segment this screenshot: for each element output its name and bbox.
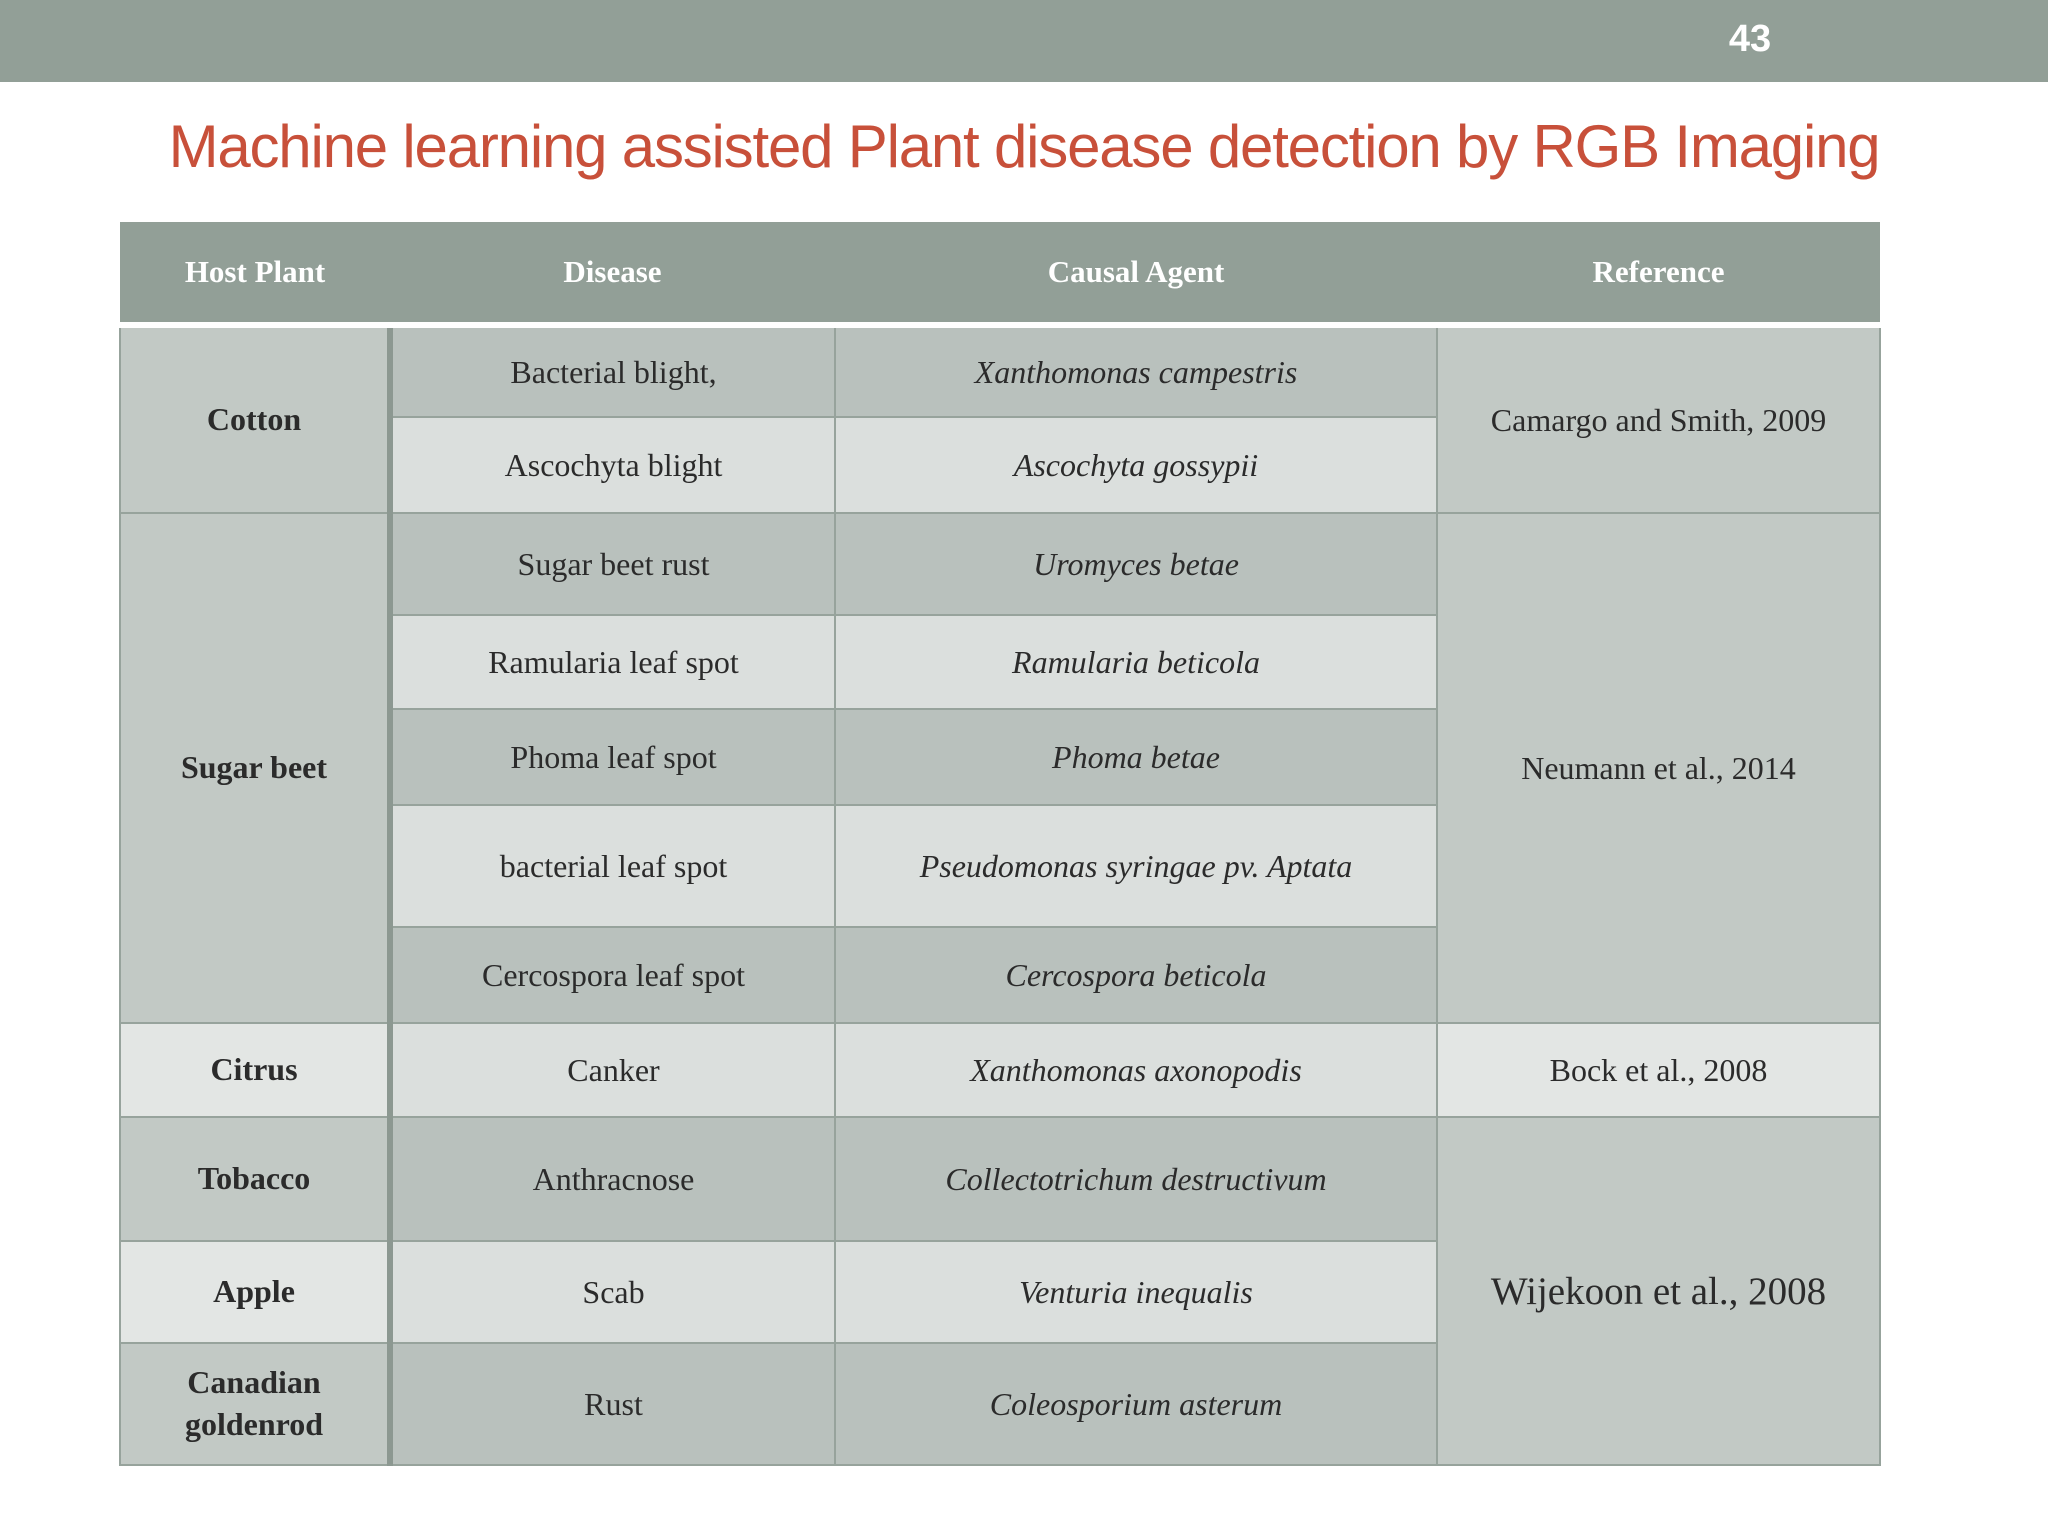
table-header-row xyxy=(120,222,1880,325)
host-cell: Apple xyxy=(120,1241,390,1343)
disease-cell: Phoma leaf spot xyxy=(390,709,835,805)
disease-cell: Scab xyxy=(390,1241,835,1343)
disease-cell: Ascochyta blight xyxy=(390,417,835,513)
slide-number: 43 xyxy=(1728,18,1772,60)
agent-cell: Uromyces betae xyxy=(835,513,1437,615)
reference-cell: Camargo and Smith, 2009 xyxy=(1437,325,1880,513)
agent-cell: Ascochyta gossypii xyxy=(835,417,1437,513)
agent-cell: Phoma betae xyxy=(835,709,1437,805)
agent-cell: Xanthomonas campestris xyxy=(835,325,1437,417)
agent-cell: Collectotrichum destructivum xyxy=(835,1117,1437,1241)
header-causal-agent: Causal Agent xyxy=(835,222,1437,325)
disease-cell: bacterial leaf spot xyxy=(390,805,835,927)
host-cell: Canadian goldenrod xyxy=(120,1343,390,1465)
table-row xyxy=(120,1023,1880,1117)
slide-title: Machine learning assisted Plant disease detection by RGB Imaging xyxy=(168,113,1880,180)
header-reference: Reference xyxy=(1437,222,1880,325)
header-disease: Disease xyxy=(390,222,835,325)
reference-cell: Wijekoon et al., 2008 xyxy=(1437,1117,1880,1465)
reference-cell: Neumann et al., 2014 xyxy=(1437,513,1880,1023)
disease-cell: Anthracnose xyxy=(390,1117,835,1241)
host-cell: Citrus xyxy=(120,1023,390,1117)
host-cell: Sugar beet xyxy=(120,513,390,1023)
host-cell: Tobacco xyxy=(120,1117,390,1241)
reference-cell: Bock et al., 2008 xyxy=(1437,1023,1880,1117)
disease-cell: Rust xyxy=(390,1343,835,1465)
top-bar xyxy=(0,0,2048,82)
agent-cell: Cercospora beticola xyxy=(835,927,1437,1023)
disease-cell: Sugar beet rust xyxy=(390,513,835,615)
disease-cell: Ramularia leaf spot xyxy=(390,615,835,709)
disease-cell: Cercospora leaf spot xyxy=(390,927,835,1023)
disease-cell: Bacterial blight, xyxy=(390,325,835,417)
agent-cell: Pseudomonas syringae pv. Aptata xyxy=(835,805,1437,927)
table-row xyxy=(120,513,1880,615)
agent-cell: Coleosporium asterum xyxy=(835,1343,1437,1465)
table-row xyxy=(120,325,1880,417)
disease-table xyxy=(119,222,1881,1466)
host-cell: Cotton xyxy=(120,325,390,513)
table-row xyxy=(120,1117,1880,1241)
agent-cell: Ramularia beticola xyxy=(835,615,1437,709)
disease-cell: Canker xyxy=(390,1023,835,1117)
agent-cell: Venturia inequalis xyxy=(835,1241,1437,1343)
agent-cell: Xanthomonas axonopodis xyxy=(835,1023,1437,1117)
header-host-plant: Host Plant xyxy=(120,222,390,325)
